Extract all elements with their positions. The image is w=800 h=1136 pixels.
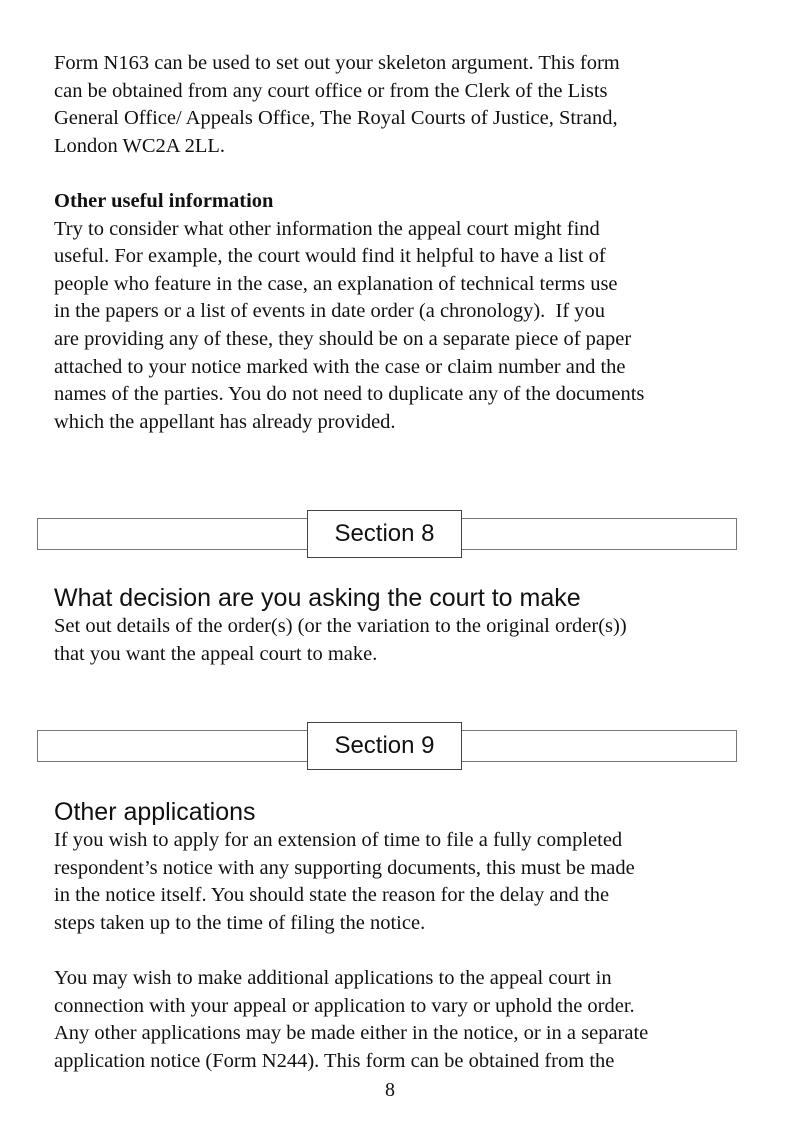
other-info-heading: Other useful information — [54, 190, 274, 212]
section-9-para2-line: You may wish to make additional applications to the appeal court in — [54, 967, 612, 989]
other-info-line: names of the parties. You do not need to duplicate any of the documents — [54, 383, 645, 406]
section-9-para1-line: steps taken up to the time of filing the notice. — [54, 911, 426, 934]
section-9-heading: Other applications — [54, 798, 256, 826]
intro-line: London WC2A 2LL. — [54, 134, 226, 157]
other-info-line: attached to your notice marked with the case or claim number and the — [54, 355, 626, 378]
section-8-line: that you want the appeal court to make. — [54, 642, 378, 665]
section-8-heading: What decision are you asking the court to make — [54, 584, 581, 612]
intro-line: General Office/ Appeals Office, The Royal Courts of Justice, Strand, — [54, 107, 618, 130]
other-info-line: which the appellant has already provided. — [54, 410, 396, 433]
section-9-para1-line: If you wish to apply for an extension of time to file a fully completed — [54, 829, 623, 851]
intro-paragraph — [54, 50, 754, 160]
section-9-para2-line: Any other applications may be made either in the notice, or in a separate — [54, 1022, 649, 1045]
intro-line: Form N163 can be used to set out your skeleton argument. This form — [54, 52, 620, 74]
other-info-line: in the papers or a list of events in date order (a chronology). If you — [54, 300, 606, 323]
section-9-content — [54, 797, 754, 937]
section-8-content — [54, 583, 754, 668]
section-8-line: Set out details of the order(s) (or the variation to the original order(s)) — [54, 615, 627, 637]
section-9-label: Section 9 — [307, 722, 462, 770]
section-9-para1-line: respondent’s notice with any supporting documents, this must be made — [54, 856, 635, 879]
other-info-section — [54, 188, 754, 436]
section-9-para2-line: application notice (Form N244). This form can be obtained from the — [54, 1049, 615, 1072]
section-8-label: Section 8 — [307, 510, 462, 558]
page-number: 8 — [385, 1079, 395, 1101]
other-info-line: Try to consider what other information the appeal court might find — [54, 217, 600, 240]
section-9-para2-line: connection with your appeal or application to vary or uphold the order. — [54, 994, 635, 1017]
intro-line: can be obtained from any court office or from the Clerk of the Lists — [54, 79, 608, 102]
section-9-para1-line: in the notice itself. You should state the reason for the delay and the — [54, 884, 610, 907]
other-info-line: useful. For example, the court would find it helpful to have a list of — [54, 245, 606, 268]
other-info-line: are providing any of these, they should be on a separate piece of paper — [54, 327, 632, 350]
section-9-paragraph-2 — [54, 965, 754, 1075]
other-info-line: people who feature in the case, an explanation of technical terms use — [54, 272, 618, 295]
